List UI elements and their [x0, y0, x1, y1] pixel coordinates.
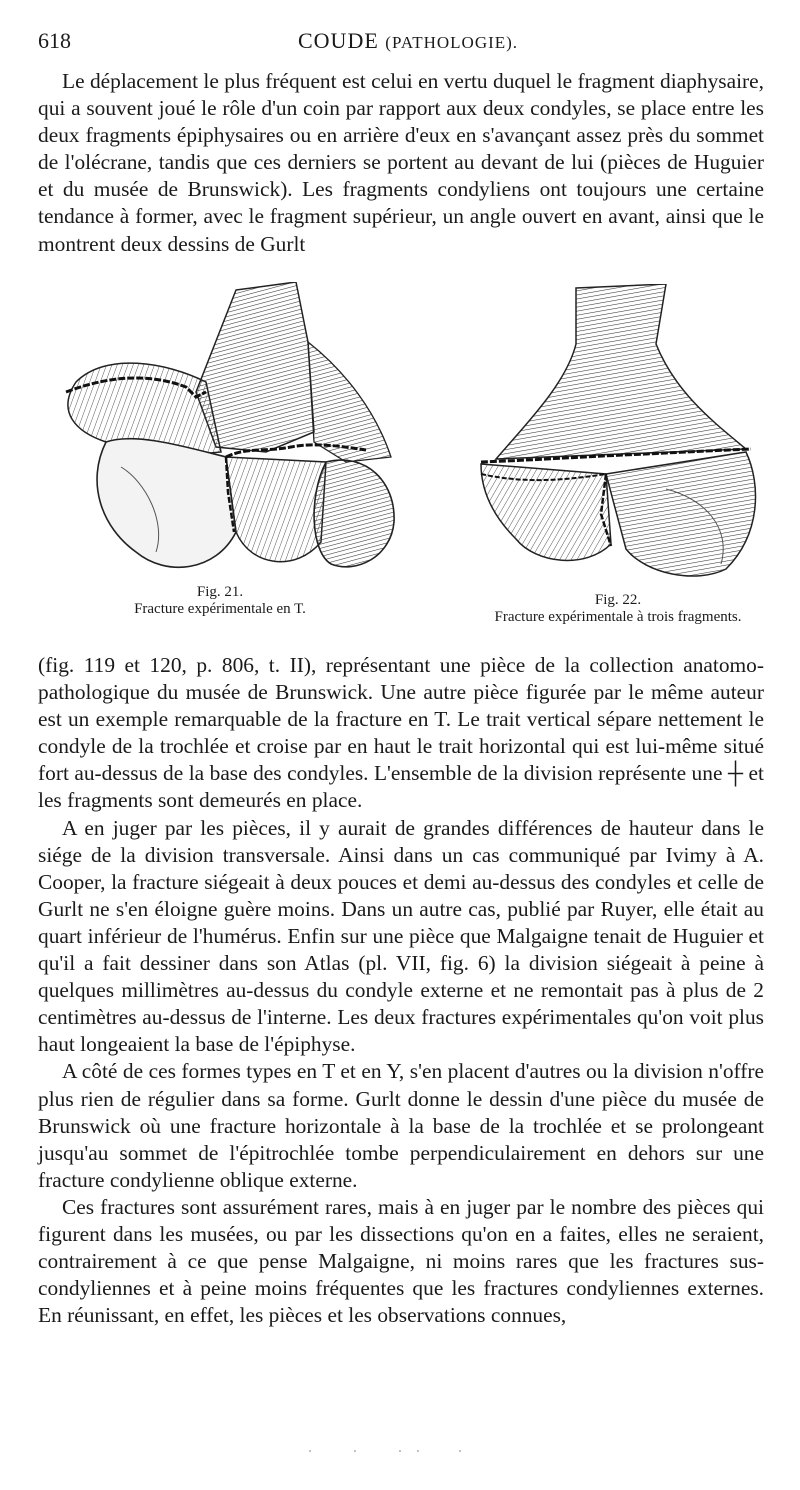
figure-22-caption-text: Fracture expérimentale à trois fragments. [494, 609, 742, 625]
running-head-title: COUDE [298, 28, 379, 53]
paragraph: A côté de ces formes types en T et en Y, s'en placent d'autres ou la division n'offre plus rien de régulier dans sa forme. Gurlt donne le dessin d'une pièce du musée de Brunswick où une fracture horizontale à la base de la trochlée et se prolongeant jusqu'au sommet de l'épitrochlée tombe perpendiculairement en dehors sur une fracture condylienne oblique externe. [38, 1059, 764, 1192]
humerus-three-fragment-fracture-illustration [476, 284, 766, 584]
running-head [298, 28, 518, 54]
paragraph: (fig. 119 et 120, p. 806, t. II), représentant une pièce de la collection anatomo-pathologique du musée de Brunswick. Une autre pièce figurée par le même auteur est un exemple remarquable de la fracture en T. Le trait vertical sépare nettement le condyle de la trochlée et croise par en haut le trait horizontal qui est lui-même situé fort au-dessus de la base des condyles. L'ensemble de la division représente une ┼ et les fragments sont demeurés en place. [38, 653, 764, 813]
body-text-bottom [38, 652, 764, 1329]
paragraph: A en juger par les pièces, il y aurait de grandes différences de hauteur dans le siége de la division transversale. Ainsi dans un cas communiqué par Ivimy à A. Cooper, la fracture siégeait à deux pouces et demi au-dessus des condyles et celle de Gurlt ne s'en éloigne guère moins. Dans un autre cas, publié par Ruyer, elle était au quart inférieur de l'humérus. Enfin sur une pièce que Malgaigne tenait de Huguier et qu'il a fait dessiner dans son Atlas (pl. VII, fig. 6) la division siégeait à peine à quelques millimètres au-dessus du condyle externe et ne remontait pas à plus de 2 centimètres au-dessus de l'interne. Les deux fractures expérimentales qu'on voit plus haut longeaient la base de l'épiphyse. [38, 815, 764, 1057]
body-text-top [38, 68, 764, 258]
running-head-section: (PATHOLOGIE). [385, 33, 519, 52]
paragraph: Le déplacement le plus fréquent est celui en vertu duquel le fragment diaphysaire, qui a souvent joué le rôle d'un coin par rapport aux deux condyles, se place entre les deux fragments épiphysaires ou en arrière d'eux en s'avançant assez près du sommet de l'olécrane, tandis que ces derniers se portent au devant de lui (pièces de Huguier et du musée de Brunswick). Les fragments condyliens ont toujours une certaine tendance à former, avec le fragment supérieur, un angle ouvert en avant, ainsi que le montrent deux dessins de Gurlt [38, 69, 764, 256]
paragraph: Ces fractures sont assurément rares, mais à en juger par le nombre des pièces qui figurent dans les musées, ou par les dissections qu'on en a faites, elles ne seraient, contrairement à ce que pense Malgaigne, ni moins rares que les fractures sus-condyliennes et à peine moins fréquentes que les fractures condyliennes externes. En réunissant, en effet, les pièces et les observations connues, [38, 1194, 764, 1328]
figure-21-caption-text: Fracture expérimentale en T. [134, 601, 306, 617]
page-number: 618 [38, 28, 71, 53]
print-specks [300, 1448, 500, 1454]
humerus-t-fracture-illustration [46, 282, 398, 582]
figure-22-engraving [476, 284, 766, 584]
figure-22-caption [468, 592, 768, 626]
figure-21-caption [100, 584, 340, 618]
figure-21-number: Fig. 21. [196, 584, 244, 600]
page-header [38, 28, 768, 58]
figure-22-number: Fig. 22. [594, 592, 642, 608]
figure-21-engraving [46, 282, 398, 582]
